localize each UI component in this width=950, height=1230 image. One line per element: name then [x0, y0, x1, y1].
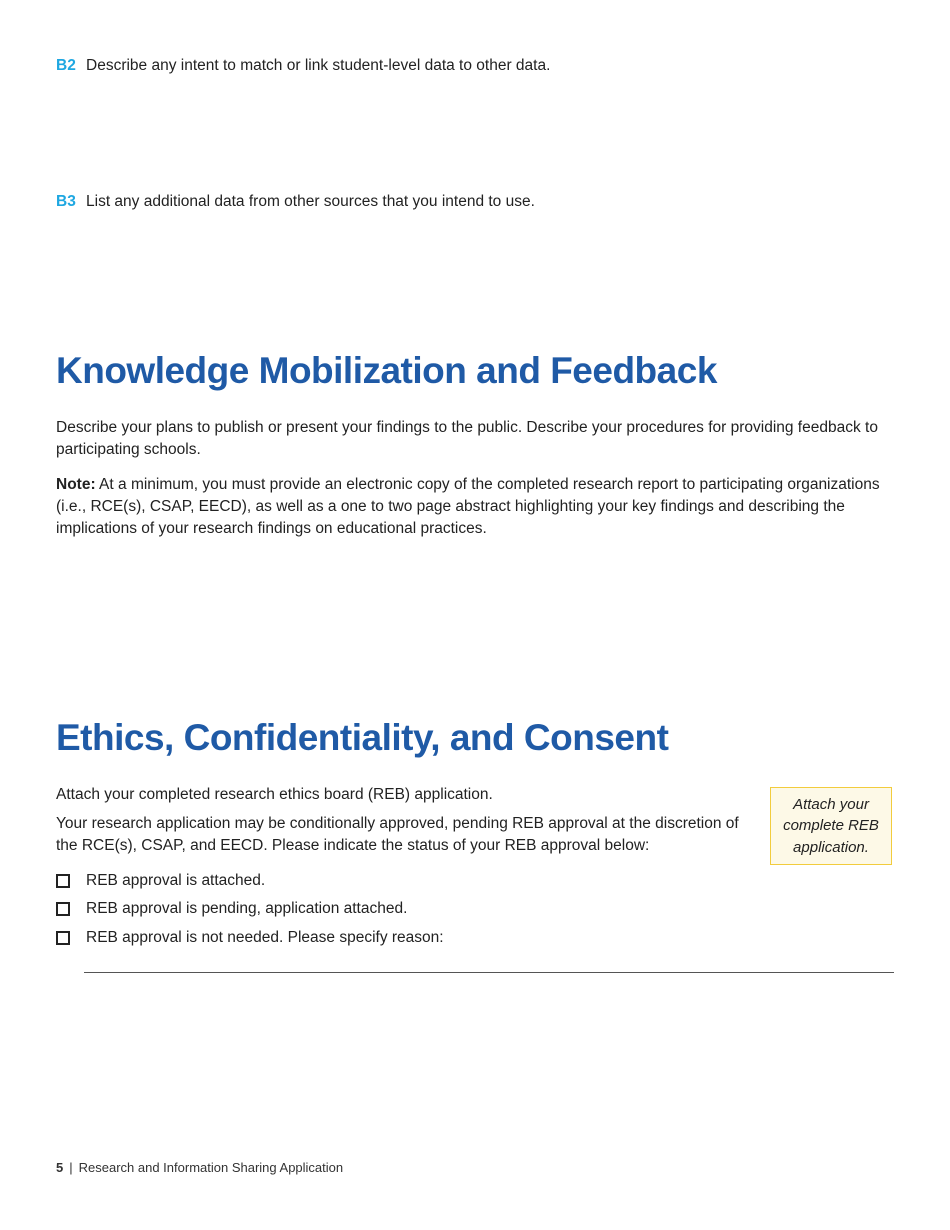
- checkbox[interactable]: [56, 874, 70, 888]
- reb-option-pending[interactable]: [56, 899, 407, 919]
- question-b2: [56, 56, 550, 76]
- option-label: REB approval is attached.: [86, 872, 266, 889]
- ethics-heading: Ethics, Confidentiality, and Consent: [56, 717, 669, 758]
- note-label: Note:: [56, 476, 96, 493]
- ethics-attach-instruction: Attach your completed research ethics board (REB) application.: [56, 786, 493, 803]
- checkbox[interactable]: [56, 902, 70, 916]
- knowledge-note: [56, 474, 896, 540]
- note-text: At a minimum, you must provide an electronic copy of the completed research report to participating organizations (i.e., RCE(s), CSAP, EECD), as well as a one to two page abstract highlighting your key findings and describing the implications of your research findings on educational practices.: [56, 476, 880, 537]
- footer-title: Research and Information Sharing Application: [78, 1160, 344, 1175]
- reason-input-line[interactable]: [84, 972, 894, 973]
- question-text: List any additional data from other sources that you intend to use.: [86, 193, 535, 210]
- option-label: REB approval is pending, application attached.: [86, 900, 408, 917]
- reb-option-attached[interactable]: [56, 871, 265, 891]
- reb-option-not-needed[interactable]: [56, 928, 444, 948]
- question-number: B2: [56, 57, 76, 74]
- checkbox[interactable]: [56, 931, 70, 945]
- option-label: REB approval is not needed. Please specify reason:: [86, 929, 444, 946]
- question-number: B3: [56, 193, 76, 210]
- page-footer: [56, 1160, 343, 1175]
- ethics-status-instruction: Your research application may be conditionally approved, pending REB approval at the discretion of the RCE(s), CSAP, and EECD. Please indicate the status of your REB approval below:: [56, 815, 739, 854]
- knowledge-heading: Knowledge Mobilization and Feedback: [56, 350, 717, 391]
- footer-separator: |: [69, 1160, 73, 1175]
- page-number: 5: [56, 1160, 64, 1175]
- reb-callout-box: Attach your complete REB application.: [770, 787, 892, 865]
- knowledge-description: Describe your plans to publish or present your findings to the public. Describe your procedures for providing feedback to participating schools.: [56, 419, 878, 458]
- question-text: Describe any intent to match or link student-level data to other data.: [86, 57, 551, 74]
- question-b3: [56, 192, 535, 212]
